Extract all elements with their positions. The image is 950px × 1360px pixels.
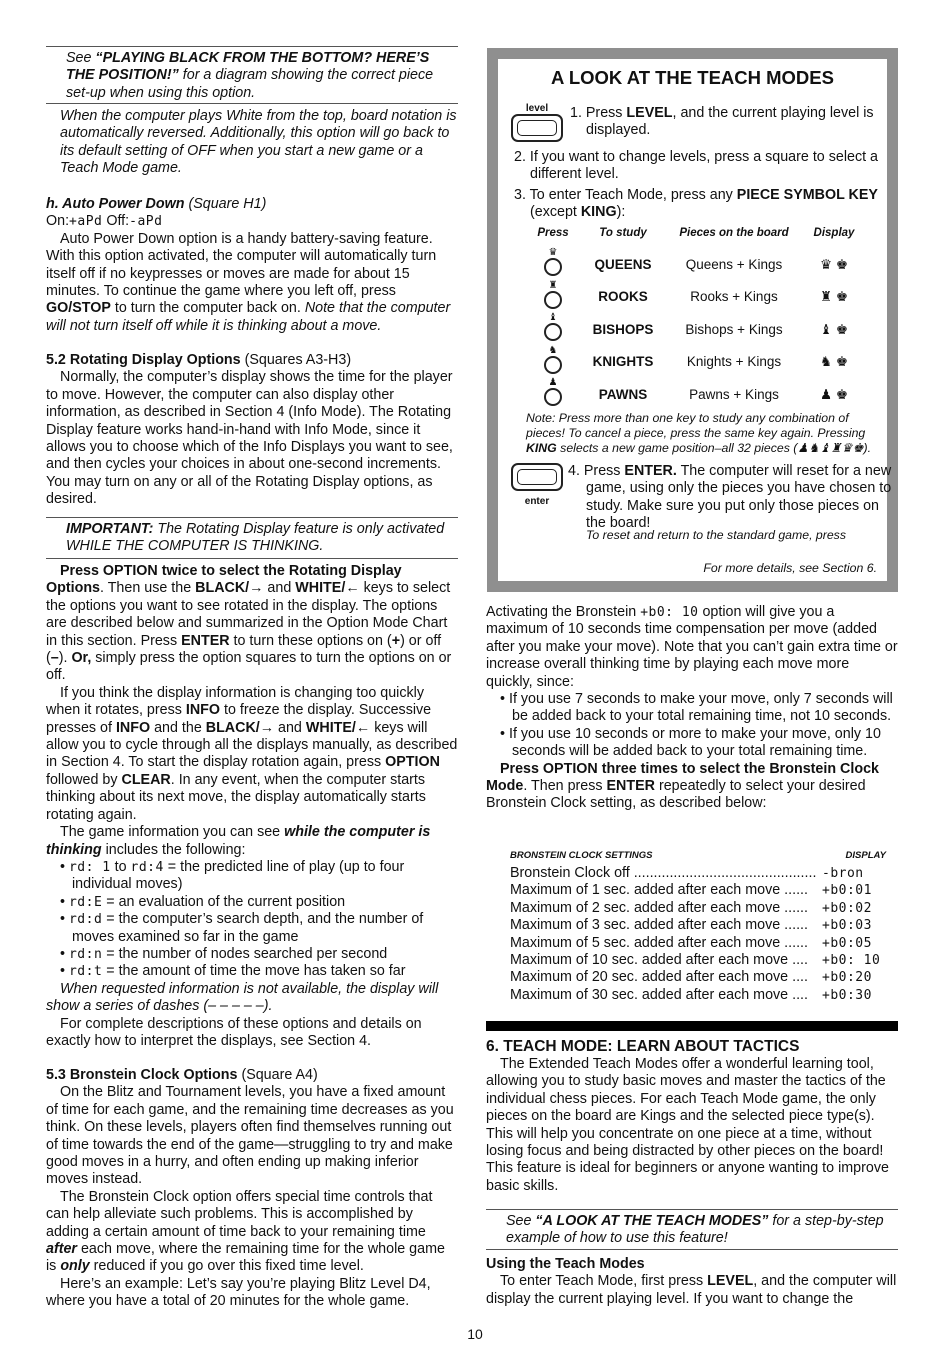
teach-note: Note: Press more than one key to study any combination of pieces! To cancel a piece, press the same key again. Pressing KING selects a new game position–all 32 pieces (♟♞♝♜♛♚). [526, 411, 872, 455]
enter-key-icon: enter [510, 463, 564, 507]
box-title: A LOOK AT THE TEACH MODES [551, 67, 834, 88]
paragraph: The Extended Teach Modes offer a wonderful learning tool, allowing you to study basic moves and master the tactics of the individual chess pieces. For each Teach Mode game, the only pieces on the board are Kings and the selected piece type(s). This will help you concentrate on one piece at a time, without losing focus and being distracted by other pieces on the board! This feature is ideal for beginners or anyone wanting to improve basic skills. [486, 1056, 889, 1194]
table-row: Maximum of 10 sec. added after each move .... +b0: 10 [510, 952, 881, 969]
col-header: Press [537, 227, 569, 239]
queen-icon: ♛ [548, 247, 558, 259]
step-4: 4. Press ENTER. The computer will reset for a new game, using only the pieces you have chosen to study. Make sure you put only those pieces on the board! [568, 463, 892, 532]
list-item: • rd: 1 to rd:4 = the predicted line of play (up to four individual moves) [60, 858, 405, 893]
paragraph: Auto Power Down option is a handy battery-saving feature. With this option activated, the computer will automatically turn itself off if no keypresses or moves are made for about 15 minutes. To continue the game where you left off, press GO/STOP to turn the computer back on. Note that the computer will not turn itself off while it is thinking about a move. [46, 230, 451, 334]
table-row: ♜ ROOKS Rooks + Kings ♜ ♚ [524, 281, 864, 313]
pawn-icon: ♟ [548, 377, 558, 389]
table-row: Maximum of 1 sec. added after each move ...... +b0:01 [510, 882, 872, 899]
paragraph: The Bronstein Clock option offers special time controls that can help alleviate such problems. This is accomplished by adding a certain amount of time back to your remaining time after each move, where the remaining time for the whole game is only reduced if you go over this fixed time level. [46, 1188, 445, 1275]
knight-icon: ♞ [548, 344, 558, 356]
table-row: ♛ QUEENS Queens + Kings ♛ ♚ [524, 248, 864, 280]
divider [46, 517, 458, 518]
paragraph: To enter Teach Mode, first press LEVEL, and the computer will display the current playing level. If you want to change the [486, 1273, 897, 1307]
step-2: 2. If you want to change levels, press a square to select a different level. [514, 149, 878, 183]
paragraph: Press OPTION three times to select the Bronstein Clock Mode. Then press ENTER repeatedly to select your desired Bronstein Clock setting, as described below: [486, 760, 879, 812]
important-note: IMPORTANT: The Rotating Display feature is only activated WHILE THE COMPUTER IS THINKING. [66, 521, 445, 555]
paragraph: Press OPTION twice to select the Rotating Display Options. Then use the BLACK/→ and WHITE/← keys to select the options you want to see rotated in the display. The options are described below and summarized in the Option Mode Chart in this section. Press ENTER to turn these options on (+) or off (–). Or, simply press the option squares to turn the options on or off. [46, 563, 452, 684]
col-header: BRONSTEIN CLOCK SETTINGS [510, 850, 653, 861]
table-row: ♞ KNIGHTS Knights + Kings ♞ ♚ [524, 346, 864, 378]
table-row: Maximum of 5 sec. added after each move ...... +b0:05 [510, 934, 872, 951]
display-icons: ♟ ♚ [820, 386, 848, 402]
piece-key-button[interactable] [544, 291, 562, 309]
bronstein-section: 5.3 Bronstein Clock Options (Square A4) On the Blitz and Tournament levels, you have a fixed amount of time for each game, and the remaining time decreases as you think. On these levels, players often find themselves running out of time towards the end of the game—struggling to try and make good moves in a hurry, and often ending up making inferior moves instead. The Bronstein Clock option offers special time controls that can help alleviate such problems. This is accomplished by adding a certain amount of time back to your remaining time after each move, where the remaining time for the whole game is only reduced if you go over this fixed time level. Here’s an example: Let’s say you’re playing Blitz Level D4, where you have a total of 20 minutes for the whole game. [46, 1067, 458, 1311]
table-row: Bronstein Clock off .............................................. -bron [510, 865, 864, 881]
table-row: Maximum of 20 sec. added after each move .... +b0:20 [510, 969, 872, 986]
display-icons: ♛ ♚ [820, 256, 848, 272]
paragraph: For complete descriptions of these options and details on exactly how to interpret the displays, see Section 4. [46, 1015, 422, 1049]
paragraph: The game information you can see while the computer is thinking includes the following: [46, 824, 431, 858]
arrow-right-icon: → [259, 719, 275, 736]
paragraph: When requested information is not available, the display will show a series of dashes (– – – – –). [46, 980, 439, 1015]
piece-key-button[interactable] [544, 388, 562, 406]
paragraph: Normally, the computer’s display shows the time for the player to move. However, the computer can also display other information, as described in Section 4 (Info Mode). The Rotating Display feature works hand-in-hand with Info Mode, since it allows you to choose which of the Info Displays you want to see, and then cycles your choices in about one-second increments. You may turn on any or all of the Rotating Display options, as desired. [46, 369, 453, 508]
display-icons: ♝ ♚ [820, 321, 848, 337]
lcd-off: -aPd [129, 214, 163, 230]
divider [486, 1209, 898, 1210]
piece-key-button[interactable] [544, 258, 562, 276]
section-bar [486, 1021, 898, 1031]
teach-table [524, 225, 864, 410]
table-row: Maximum of 30 sec. added after each move .... +b0:30 [510, 986, 872, 1003]
display-icons: ♞ ♚ [820, 354, 848, 370]
display-icons: ♜ ♚ [820, 289, 848, 305]
list-item: • rd:t = the amount of time the move has taken so far [60, 963, 406, 980]
col-header: Display [813, 227, 855, 239]
lcd-b010: +b0: 10 [640, 605, 699, 620]
see-teach-modes-note: See “A LOOK AT THE TEACH MODES” for a step-by-step example of how to use this feature! [506, 1213, 884, 1247]
playing-black-note: See “PLAYING BLACK FROM THE BOTTOM? HERE’S THE POSITION!” for a diagram showing the correct piece set-up when using this option. [66, 50, 434, 101]
bishop-icon: ♝ [548, 312, 558, 324]
list-item: • rd:E = an evaluation of the current position [60, 893, 346, 910]
teach-mode-section [486, 1038, 898, 1195]
divider [486, 1249, 898, 1250]
bronstein-explanation [486, 604, 898, 813]
list-item: • rd:d = the computer’s search depth, and the number of moves examined so far in the game [60, 911, 424, 945]
section-heading: 5.2 Rotating Display Options [46, 352, 241, 368]
step-3: 3. To enter Teach Mode, press any PIECE SYMBOL KEY (except KING): [514, 187, 878, 221]
divider [46, 558, 458, 559]
all-pieces-icons: ♟♞♝♜♛♚ [797, 441, 864, 455]
lcd-on: +aPd [69, 214, 103, 230]
section-heading: 6. TEACH MODE: LEARN ABOUT TACTICS [486, 1038, 800, 1055]
table-row: Maximum of 2 sec. added after each move ...... +b0:02 [510, 899, 872, 916]
list-item: • rd:n = the number of nodes searched per second [60, 945, 388, 962]
paragraph: Here’s an example: Let’s say you’re playing Blitz Level D4, where you have a total of 20 minutes for the whole game. [46, 1275, 431, 1310]
level-key-icon: level [510, 103, 564, 147]
arrow-right-icon: → [249, 580, 264, 597]
arrow-left-icon: ← [345, 580, 360, 597]
list-item: • If you use 10 seconds or more to make your move, only 10 seconds will be added back to your total remaining time. [500, 725, 881, 760]
section-heading: h. Auto Power Down [46, 196, 185, 212]
col-header: Pieces on the board [679, 227, 789, 239]
auto-power-down-section: h. Auto Power Down (Square H1) On:+aPd Off:-aPd Auto Power Down option is a handy battery-saving feature. With this option activated, the computer will automatically turn itself off if no keypresses or moves are made for about 15 minutes. To continue the game where you left off, press GO/STOP to turn the computer back on. Note that the computer will not turn itself off while it is thinking about a move. [46, 196, 458, 335]
step-1: 1. Press LEVEL, and the current playing level is displayed. [570, 105, 874, 139]
rook-icon: ♜ [548, 279, 558, 291]
col-header: DISPLAY [845, 850, 886, 861]
rotating-display-section: 5.2 Rotating Display Options (Squares A3-H3) Normally, the computer’s display shows the time for the player to move. However, the computer can also display other information, as described in Section 4 (Info Mode). The Rotating Display feature works hand-in-hand with Info Mode, since it allows you to choose which of the Info Displays you want to see, and then cycles your choices in about one-second increments. You may turn on any or all of the Rotating Display options, as desired. [46, 352, 458, 509]
list-item: • If you use 7 seconds to make your move, only 7 seconds will be added back to your total remaining time, not 10 seconds. [500, 691, 893, 725]
section-heading: Using the Teach Modes [486, 1256, 645, 1272]
piece-key-button[interactable] [544, 323, 562, 341]
paragraph: On the Blitz and Tournament levels, you have a fixed amount of time for each game, and the remaining time decreases as you think. On these levels, players often find themselves running out of time towards the end of the game—struggling to try and make good moves in a hurry, and often ending up making inferior moves instead. [46, 1084, 454, 1188]
table-row: Maximum of 3 sec. added after each move ...... +b0:03 [510, 917, 872, 934]
bronstein-settings-table [510, 850, 886, 1004]
divider [46, 46, 458, 47]
teach-modes-box [487, 48, 898, 592]
box-footer: For more details, see Section 6. [703, 561, 877, 575]
table-row: ♟ PAWNS Pawns + Kings ♟ ♚ [524, 378, 864, 410]
col-header: To study [599, 227, 647, 239]
using-teach-modes [486, 1256, 898, 1308]
rotating-display-body [46, 563, 458, 1050]
table-row: ♝ BISHOPS Bishops + Kings ♝ ♚ [524, 313, 864, 345]
divider [46, 103, 458, 104]
page-number: 10 [467, 1326, 483, 1342]
paragraph: Activating the Bronstein +b0: 10 option will give you a maximum of 10 seconds time compensation per move (added after you make your move). Note that you can’t gain extra time or increase overall thinking time by playing each move more quickly, since: [486, 604, 898, 690]
piece-key-button[interactable] [544, 356, 562, 374]
paragraph: If you think the display information is changing too quickly when it rotates, press INFO to freeze the display. Successive presses of INFO and the BLACK/→ and WHITE/← keys will allow you to cycle through all the displays manually, as described in Section 4. To start the display rotation again, press OPTION followed by CLEAR. In any event, when the computer starts thinking about its next move, the display automatically starts rotating again. [46, 684, 458, 823]
section-heading: 5.3 Bronstein Clock Options [46, 1067, 238, 1083]
reset-note: To reset and return to the standard game, press [586, 528, 846, 542]
reversal-note: When the computer plays White from the top, board notation is automatically reversed. Additionally, this option will go back to its default setting of OFF when you start a new game or a Teach Mode game. [60, 108, 457, 177]
arrow-left-icon: ← [355, 719, 371, 736]
